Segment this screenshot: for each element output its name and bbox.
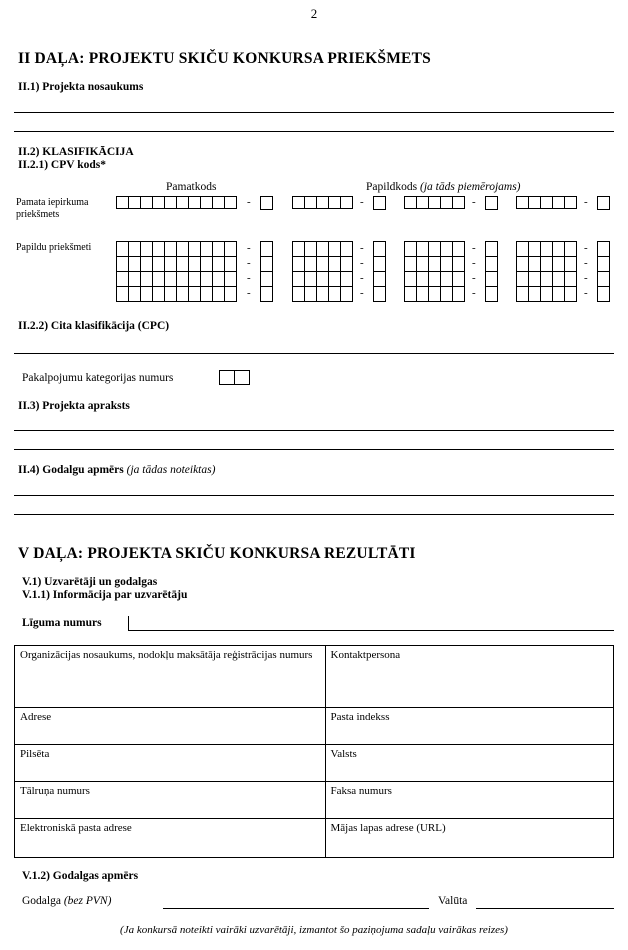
dash: - [247,257,251,269]
email-cell[interactable] [15,819,326,858]
city-label: Pilsēta [20,748,50,760]
cpv-heading: II.2.1) CPV kods* [18,159,106,171]
main-code-check-digit[interactable] [260,196,273,210]
additional-code-2-4-cells[interactable] [516,256,576,272]
service-category-cells[interactable] [219,370,249,385]
dash: - [247,242,251,254]
dash: - [472,257,476,269]
add-code-1-cells[interactable] [292,196,352,209]
email-label: Elektroniskā pasta adrese [20,822,132,834]
project-name-heading: II.1) Projekta nosaukums [18,81,144,93]
prize-line-2[interactable] [14,514,614,515]
prize-size-heading: V.1.2) Godalgas apmērs [22,870,139,882]
repeat-section-note: (Ja konkursā noteikti vairāki uzvarētāji, izmantot šo paziņojuma sadaļu vairākas reizes) [120,924,508,936]
postcode-cell[interactable] [325,708,614,745]
prize-line-1[interactable] [14,495,614,496]
additional-code-2-2-check[interactable] [373,256,386,272]
main-code-label: Pamatkods [166,181,217,193]
dash: - [360,196,364,208]
additional-code-4-1-cells[interactable] [116,286,236,302]
additional-code-text: Papildkods [366,181,418,193]
additional-code-3-1-cells[interactable] [116,271,236,287]
additional-code-3-1-check[interactable] [260,271,273,287]
additional-code-2-2-cells[interactable] [292,256,352,272]
additional-code-1-1-check[interactable] [260,241,273,257]
additional-code-1-4-check[interactable] [597,241,610,257]
classification-heading: II.2) KLASIFIKĀCIJA [18,146,134,158]
additional-code-4-4-check[interactable] [597,286,610,302]
prize-amount-title: II.4) Godalgu apmērs [18,464,124,476]
additional-subjects-label: Papildu priekšmeti [16,242,92,253]
additional-code-3-2-check[interactable] [373,271,386,287]
homepage-cell[interactable] [325,819,614,858]
additional-code-1-3-check[interactable] [485,241,498,257]
dash: - [584,196,588,208]
country-cell[interactable] [325,745,614,782]
additional-code-1-1-cells[interactable] [116,241,236,257]
additional-code-2-3-check[interactable] [485,256,498,272]
city-cell[interactable] [15,745,326,782]
page-number: 2 [310,6,318,21]
main-code-cells[interactable] [116,196,236,209]
additional-code-3-4-cells[interactable] [516,271,576,287]
dash: - [472,242,476,254]
additional-code-1-3-cells[interactable] [404,241,464,257]
additional-code-2-4-check[interactable] [597,256,610,272]
additional-code-4-3-cells[interactable] [404,286,464,302]
additional-code-4-1-check[interactable] [260,286,273,302]
contract-number-label: Līguma numurs [22,617,102,629]
section-5-title: V DAĻA: PROJEKTA SKIČU KONKURSA REZULTĀTI [18,545,416,562]
description-line-2[interactable] [14,449,614,450]
add-code-3-check[interactable] [597,196,610,210]
project-name-line-2[interactable] [14,131,614,132]
winners-heading: V.1) Uzvarētāji un godalgas [22,576,158,588]
prize-label [22,895,111,907]
dash: - [472,287,476,299]
prize-input-line[interactable] [163,908,429,909]
dash: - [247,272,251,284]
dash: - [584,272,588,284]
dash: - [472,272,476,284]
additional-code-note: (ja tāds piemērojams) [420,181,521,193]
additional-code-1-4-cells[interactable] [516,241,576,257]
prize-amount-heading [18,464,215,476]
project-name-line-1[interactable] [14,112,614,113]
dash: - [247,287,251,299]
service-category-label: Pakalpojumu kategorijas numurs [22,372,174,384]
project-description-heading: II.3) Projekta apraksts [18,400,130,412]
dash: - [360,287,364,299]
currency-input-line[interactable] [476,908,614,909]
winner-info-table [14,645,614,858]
dash: - [584,257,588,269]
address-cell[interactable] [15,708,326,745]
contact-label: Kontaktpersona [330,649,401,661]
dash: - [360,242,364,254]
contract-number-tick [128,616,129,630]
additional-code-label [366,181,521,193]
additional-code-2-3-cells[interactable] [404,256,464,272]
additional-code-3-3-check[interactable] [485,271,498,287]
additional-code-4-2-cells[interactable] [292,286,352,302]
currency-label: Valūta [438,895,468,907]
org-label: Organizācijas nosaukums, nodokļu maksātāja reģistrācijas numurs [20,649,313,661]
description-line-1[interactable] [14,430,614,431]
additional-code-3-3-cells[interactable] [404,271,464,287]
add-code-2-cells[interactable] [404,196,464,209]
main-subject-label: Pamata iepirkuma priekšmets [16,197,89,220]
additional-code-2-1-check[interactable] [260,256,273,272]
additional-code-1-2-cells[interactable] [292,241,352,257]
add-code-1-check[interactable] [373,196,386,210]
additional-code-3-2-cells[interactable] [292,271,352,287]
dash: - [472,196,476,208]
section-2-title: II DAĻA: PROJEKTU SKIČU KONKURSA PRIEKŠMETS [18,50,431,67]
homepage-label: Mājas lapas adrese (URL) [330,822,446,834]
fax-label: Faksa numurs [330,785,392,797]
prize-amount-note: (ja tādas noteiktas) [126,464,216,476]
dash: - [247,196,251,208]
add-code-3-cells[interactable] [516,196,576,209]
dash: - [584,287,588,299]
cpc-line[interactable] [14,353,614,354]
org-cell[interactable] [15,646,326,708]
additional-code-2-1-cells[interactable] [116,256,236,272]
prize-text: Godalga [22,895,61,907]
postcode-label: Pasta indekss [330,711,390,723]
add-code-2-check[interactable] [485,196,498,210]
fax-cell[interactable] [325,782,614,819]
country-label: Valsts [330,748,357,760]
prize-vat-note: (bez PVN) [63,895,112,907]
additional-code-4-2-check[interactable] [373,286,386,302]
contact-cell[interactable] [325,646,614,708]
address-label: Adrese [20,711,52,723]
additional-code-1-2-check[interactable] [373,241,386,257]
dash: - [584,242,588,254]
phone-cell[interactable] [15,782,326,819]
other-classification-heading: II.2.2) Cita klasifikācija (CPC) [18,320,170,332]
additional-code-4-3-check[interactable] [485,286,498,302]
dash: - [360,272,364,284]
additional-code-4-4-cells[interactable] [516,286,576,302]
contract-number-line[interactable] [128,630,614,631]
winner-info-heading: V.1.1) Informācija par uzvarētāju [22,589,188,601]
dash: - [360,257,364,269]
phone-label: Tālruņa numurs [20,785,90,797]
additional-code-3-4-check[interactable] [597,271,610,287]
